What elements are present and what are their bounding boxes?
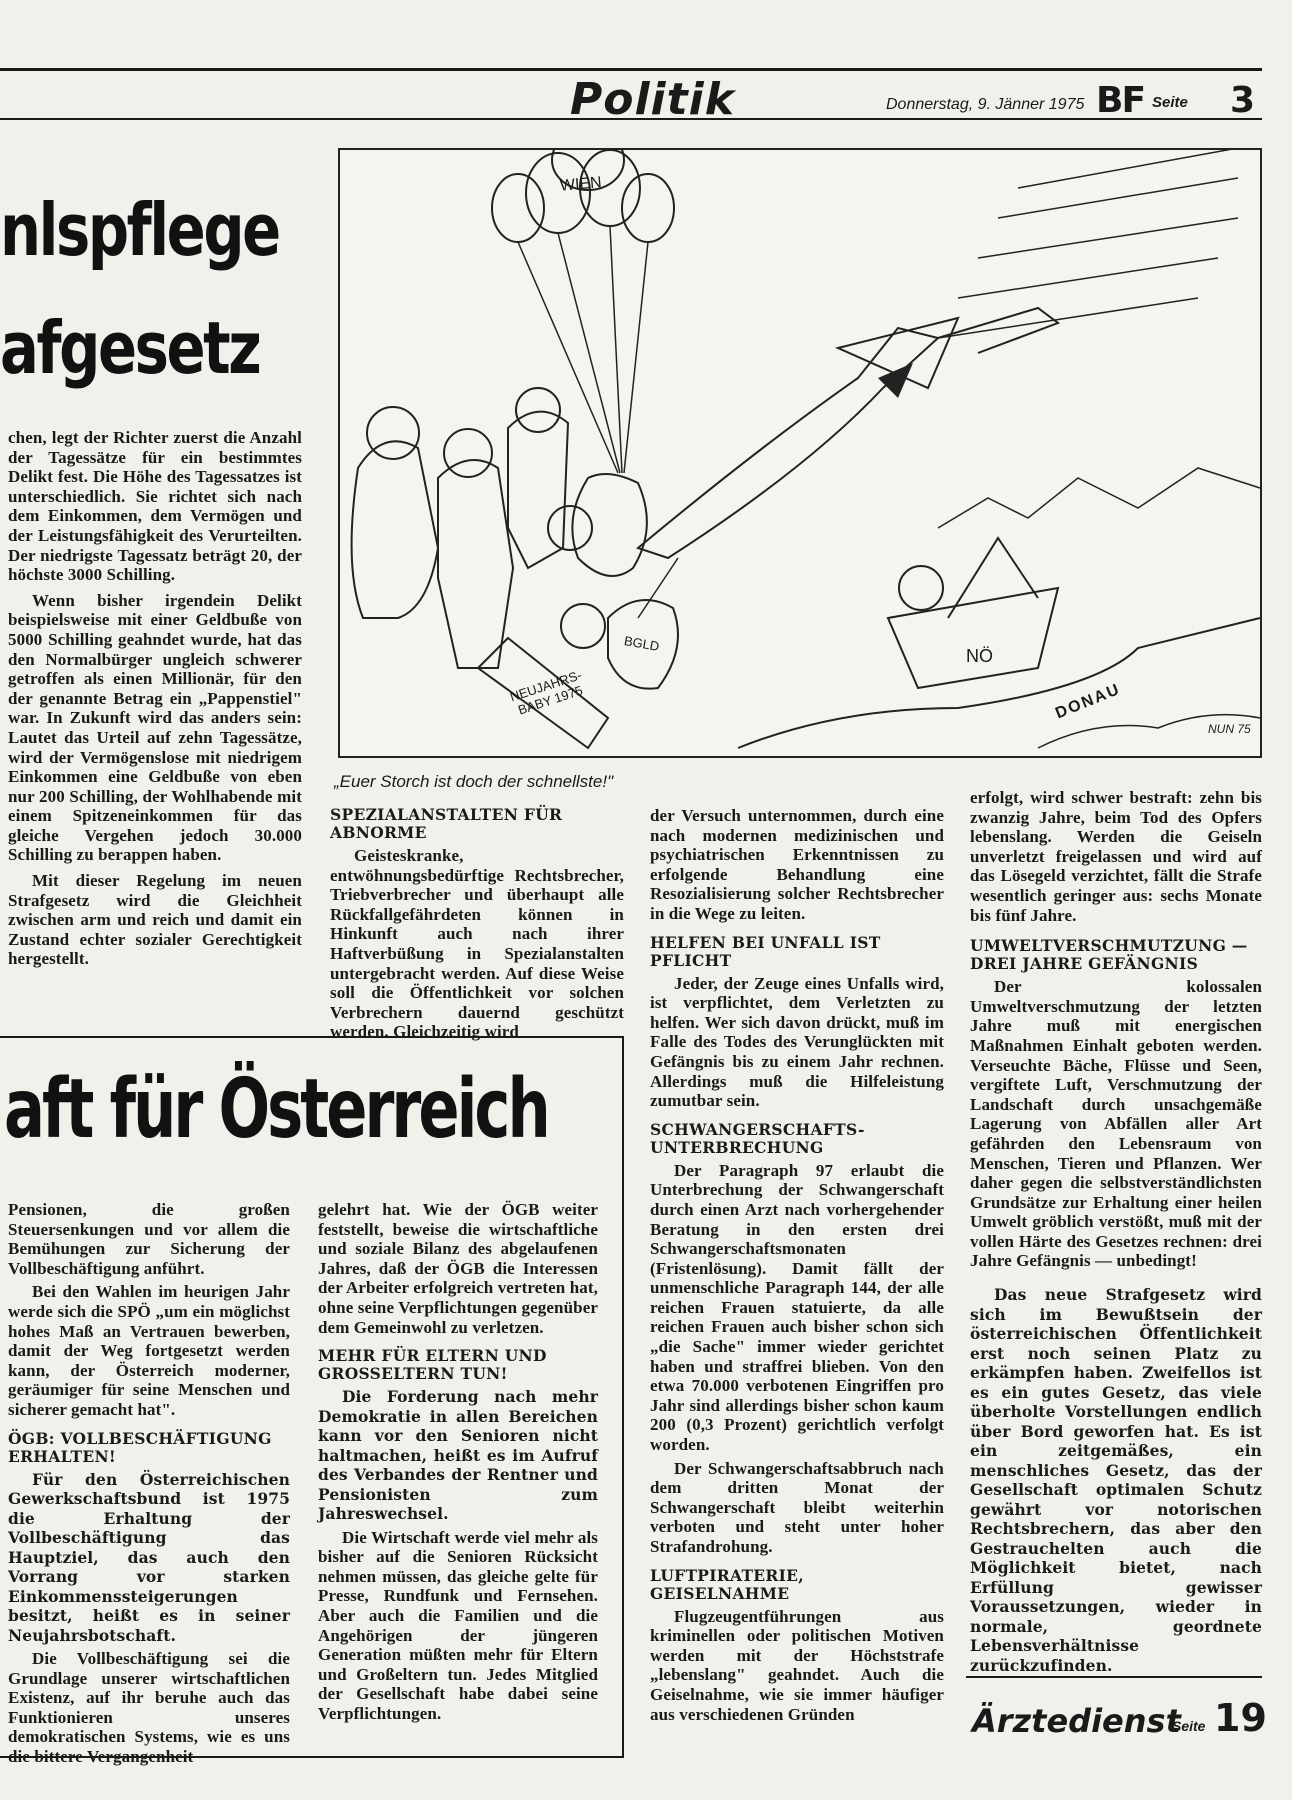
article1-paragraph: Der Paragraph 97 erlaubt die Unterbrechung der Schwangerschaft durch einen Arzt nach vorhergehender Beratung in den ersten drei Schwangerschaftsmonaten (Fristenlösung). Damit fällt der unmenschliche Paragraph 144, der alle reichen Frauen statuierte, da alle reichen Frauen auch bisher schon sich „die Sache" immer wieder gerichtet haben und straffrei blieben. Von den etwa 70.000 verbotenen Eingriffen pro Jahr sind allerdings bisher schon kaum 200 (0,3 Prozent) gerichtlich verfolgt worden. — [650, 1160, 944, 1455]
subheading-schwangerschaftsunterbrechung: SCHWANGERSCHAFTS-UNTERBRECHUNG — [650, 1119, 865, 1157]
cartoon-drawing — [338, 148, 1262, 758]
article2-paragraph: Bei den Wahlen im heurigen Jahr werde sich die SPÖ „um ein möglichst hohes Maß an Vertrauen bewerben, damit der Weg fortgesetzt werden kann, der Österreich moderner, geräumiger für seine Menschen und sicherer gemacht hat". — [8, 1282, 290, 1419]
article1-headline-line2: afgesetz — [0, 306, 260, 390]
article1-paragraph: Der kolossalen Umweltverschmutzung der letzten Jahre muß mit energischen Maßnahmen Einhalt geboten werden. Verseuchte Bäche, Flüsse und Seen, vergiftete Luft, Verschmutzung der Landschaft durch unsachgemäße Lagerung von Abfällen aller Art gefährden den Lebensraum von Menschen, Tieren und Pflanzen. Wer daher gegen die selbstverständlichsten Grundsätze zur Erhaltung einer heilen Umwelt gröblich verstößt, muß mit der vollen Härte des Gesetzes rechnen: drei Jahre Gefängnis — unbedingt! — [970, 977, 1262, 1271]
section-title: Politik — [570, 74, 736, 125]
cartoon — [338, 148, 1262, 758]
top-rule — [0, 68, 1262, 71]
subheading-oegb: ÖGB: VOLLBESCHÄFTIGUNG ERHALTEN! — [8, 1428, 272, 1466]
cart-label: NEUJAHRS-BABY 1975 — [507, 667, 585, 718]
article1-column-1 — [8, 428, 302, 973]
article1-headline-line1: nlspflege — [0, 188, 279, 272]
footer-rule — [966, 1676, 1262, 1678]
header-date: Donnerstag, 9. Jänner 1975 — [886, 96, 1085, 113]
article2-paragraph: Für den Österreichischen Gewerkschaftsbund ist 1975 die Erhaltung der Vollbeschäftigung das Hauptziel, das auch den Vorrang vor starken Einkommenssteigerungen besitzt, heißt es in seiner Neujahrsbotschaft. — [8, 1469, 290, 1645]
page-label: Seite — [1152, 94, 1188, 111]
article1-paragraph: Flugzeugentführungen aus kriminellen oder politischen Motiven werden mit der Höchststrafe „lebenslang" geahndet. Auch die Geiselnahme, wie sie immer häufiger aus verschiedenen Gründen — [650, 1606, 944, 1724]
balloon-label: WIEN — [559, 174, 603, 195]
subheading-mehr-fuer-eltern: MEHR FÜR ELTERN UND GROSSELTERN TUN! — [318, 1346, 547, 1384]
article1-closing-paragraph: Das neue Strafgesetz wird sich im Bewußtsein der österreichischen Öffentlichkeit erst noch seinen Platz zu erkämpfen haben. Zweifellos ist es ein gutes Gesetz, das viele überholte Vorstellungen endlich über Bord geworfen hat. Es ist ein zeitgemäßes, ein menschliches Gesetz, das der Gesellschaft optimalen Schutz gewährt vor notorischen Rechtsbrechern, das aber den Gestrauchelten auch die Möglichkeit bietet, nach Erfüllung gewisser Voraussetzungen, wieder in normale, geordnete Lebensverhältnisse zurückzufinden. — [970, 1285, 1262, 1675]
article1-column-4 — [970, 788, 1262, 1679]
footer-page-label: Seite — [1172, 1718, 1206, 1734]
boat-label: NÖ — [966, 646, 993, 666]
article2-column-2 — [318, 1200, 598, 1728]
subheading-spezialanstalten: SPEZIALANSTALTEN FÜR ABNORME — [330, 805, 563, 842]
subheading-helfen-bei-unfall: HELFEN BEI UNFALL IST PFLICHT — [650, 932, 881, 970]
logo: BF — [1096, 80, 1145, 121]
cartoon-signature: NUN 75 — [1208, 722, 1251, 736]
article2-paragraph: Die Forderung nach mehr Demokratie in allen Bereichen kann vor den Senioren nicht haltmachen, heißt es im Aufruf des Verbandes der Rentner und Pensionisten zum Jahreswechsel. — [318, 1387, 598, 1524]
article1-paragraph: chen, legt der Richter zuerst die Anzahl der Tagessätze für ein bestimmtes Delikt fest. Die Höhe des Tagessatzes ist unterschiedlich. Sie richtet sich nach dem Einkommen, dem Vermögen und der Leistungsfähigkeit des Verurteilten. Der niedrigste Tagessatz beträgt 20, der höchste 3000 Schilling. — [8, 428, 302, 585]
page-number: 3 — [1230, 80, 1256, 121]
article1-column-2 — [330, 806, 624, 1046]
article1-paragraph: erfolgt, wird schwer bestraft: zehn bis zwanzig Jahre, beim Tod des Opfers lebenslang. Werden die Geiseln unverletzt freigelassen und wird auf das Lösegeld verzichtet, fällt die Strafe wesentlich geringer aus: sechs Monate bis fünf Jahre. — [970, 788, 1262, 925]
article2-paragraph: Pensionen, die großen Steuersenkungen und vor allem die Bemühungen zur Sicherung der Vollbeschäftigung anführt. — [8, 1200, 290, 1278]
river-label: DONAU — [1053, 680, 1124, 723]
subheading-umweltverschmutzung: UMWELTVERSCHMUTZUNG — DREI JAHRE GEFÄNGNIS — [970, 936, 1248, 974]
article1-paragraph: Wenn bisher irgendein Delikt beispielsweise mit einer Geldbuße von 5000 Schilling geahndet wurde, hat das den Normalbürger ungleich schwerer getroffen als einen Millionär, für den der genannte Betrag ein „Pappenstiel" war. In Zukunft wird das anders sein: Lautet das Urteil auf zehn Tagessätze, wird der Vermögenslose mit niedrigem Einkommen eine Geldbuße von eben nur 200 Schilling, der Wohlhabende mit einem Spitzeneinkommen für das gleiche Vergehen jedoch 30.000 Schilling zu berappen haben. — [8, 590, 302, 865]
article2-headline: aft für Österreich — [4, 1062, 548, 1157]
article1-paragraph: der Versuch unternommen, durch eine nach modernen medizinischen und psychiatrischen Erkenntnissen zu erfolgende Behandlung eine Resozialisierung solcher Rechtsbrecher in die Wege zu leiten. — [650, 806, 944, 923]
footer-label: Ärztedienst — [972, 1702, 1181, 1740]
bundle-label: BGLD — [622, 633, 661, 654]
article2-paragraph: Die Vollbeschäftigung sei die Grundlage unserer wirtschaftlichen Existenz, auf ihr beruhe auch das Funktionieren unseres demokratischen Systems, wie es uns die bittere Vergangenheit — [8, 1649, 290, 1766]
article2-column-1 — [8, 1200, 290, 1771]
article2-paragraph: Die Wirtschaft werde viel mehr als bisher auf die Senioren Rücksicht nehmen müssen, das gleiche gelte für Presse, Rundfunk und Fernsehen. Aber auch die Familien und die Angehörigen der jüngeren Generation müßten mehr für Eltern und Großeltern tun. Jedes Mitglied der Gesellschaft habe dabei seine Verpflichtungen. — [318, 1527, 598, 1723]
article1-paragraph: Jeder, der Zeuge eines Unfalls wird, ist verpflichtet, dem Verletzten zu helfen. Wer sich davon drückt, muß im Falle des Todes des Verunglückten mit Gefängnis bis zu einem Jahr rechnen. Allerdings muß die Hilfeleistung zumutbar sein. — [650, 973, 944, 1111]
subheading-luftpiraterie: LUFTPIRATERIE, GEISELNAHME — [650, 1565, 804, 1603]
article1-paragraph: Geisteskranke, entwöhnungsbedürftige Rechtsbrecher, Triebverbrecher und überhaupt alle Rückfallgefährdeten können in Hinkunft auch nach ihrer Haftverbüßung in Spezialanstalten untergebracht werden. Auf diese Weise soll die Öffentlichkeit vor solchen Verbrechern dauernd geschützt werden. Gleichzeitig wird — [330, 846, 624, 1042]
article1-paragraph: Mit dieser Regelung im neuen Strafgesetz wird die Gleichheit zwischen arm und reich und damit ein Zustand echter sozialer Gerechtigkeit hergestellt. — [8, 871, 302, 969]
article1-column-3 — [650, 806, 944, 1728]
cartoon-caption: „Euer Storch ist doch der schnellste!" — [334, 772, 614, 791]
footer-page-number: 19 — [1214, 1696, 1267, 1740]
article1-paragraph: Der Schwangerschaftsabbruch nach dem dritten Monat der Schwangerschaft bleibt weiterhin verboten und steht unter hoher Strafandrohung. — [650, 1458, 944, 1556]
article2-paragraph: gelehrt hat. Wie der ÖGB weiter feststellt, beweise die wirtschaftliche und soziale Bilanz des abgelaufenen Jahres, daß der ÖGB die Interessen der Arbeiter erfolgreich vertreten hat, ohne seine Verpflichtungen gegenüber dem Gemeinwohl zu verletzen. — [318, 1200, 598, 1337]
